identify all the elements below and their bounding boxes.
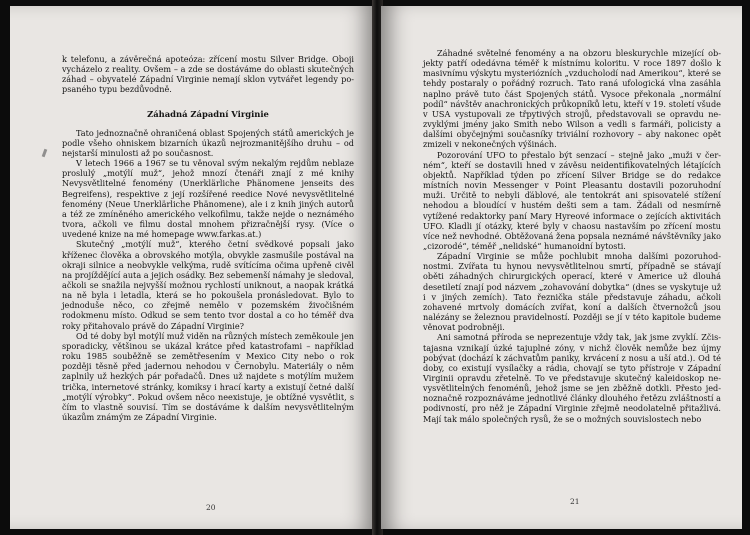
page-number-left: 20 (206, 503, 216, 512)
paragraph: Západní Virginie se může pochlubit mnoha dalšími pozoruhodnostmi. Zvířata tu hynou nevysvětlitelnou smrtí, případně se stávají oběti záhadných chirurgických operací, které v Americe už dlouhá desetiletí znají pod názvem „zohavování dobytka“ (dnes se vyskytuje už i v jiných zemích). Tato řeznička stále představuje záhadu, ačkoli zohavené mrtvoly domácích zvířat, koní a dalších čtvernožců jsou nalézány se železnou pravidelností. Později se jí v této kapitole budeme věnovat podrobněji. (423, 251, 721, 333)
left-page-text (62, 54, 354, 422)
left-page (10, 6, 374, 529)
section-heading: Záhadná Západní Virginie (147, 108, 269, 119)
paragraph: Od té doby byl motýlí muž viděn na různých místech zeměkoule jen sporadicky, většinou se ukázal krátce před katastrofami – například roku 1985 souběžně se zemětřesením v Mexico City nebo o rok později těsně před jadernou nehodou v Černobylu. Materiály o něm zaplnily už hezkých pár pořadačů. Dnes už najdete s motýlím mužem trička, internetové stránky, komiksy i hrací karty a existují četné další „motýlí výrobky“. Pokud ovšem něco neexistuje, je obtížné vysvětlit, s čím to vlastně souvisí. Tím se dostáváme k dalším nevysvětlitelným úkazům známým ze Západní Virginie. (62, 330, 354, 422)
right-page (381, 6, 742, 529)
paragraph: k telefonu, a závěrečná apoteóza: zřícení mostu Silver Bridge. Oboji vycházelo z reality. Ovšem – a zde se dostáváme do oblasti skutečných záhad – obyvatelé Západní Virginie nemají sklon vytvářet legendy popsaného typu bezdůvodně. (62, 54, 354, 95)
right-page-text (423, 48, 721, 424)
paragraph: V letech 1966 a 1967 se tu věnoval svým nekalým rejdům neblaze proslulý „motýlí muž“, jehož mnozí čtenáři znají z mé knihy Nevysvětlitelné fenomény (Unerklärliche Phänomene jenseits des Begreifens), respektive z její rozšířené reedice Nové nevysvětlitelné fenomény (Neue Unerklärliche Phänomene), ale i z knih jiných autorů a též ze zmíněného amerického velkofilmu, takže nejde o neznámého tvora, ačkoli ve filmu dostal mnohem přizračnější rysy. (Více o uvedené knize na mé homepage www.farkas.at.) (62, 158, 354, 240)
pencil-mark (42, 149, 48, 158)
paragraph: Záhadné světelné fenomény a na obzoru bleskurychle mizející objekty patří odedávna téměř k místnímu koloritu. V roce 1897 došlo k masivnímu výskytu mysteriózních „vzducholodí nad Amerikou“, které se tehdy postaraly o pořádný rozruch. Tato raná ufologická vlna zasáhla naplno právě tuto část Spojených států. Vysoce překonala „normální podíl“ návštěv anachronických průkopníků letu, kteří v 19. století všude v USA vystupovali ze třpytivých strojů, představovali se opravdu nezvyklými jmény jako Smith nebo Wilson a vedli s farmáři, policisty a dalšími obyčejnými současníky triviální rozhovory – aby nakonec opět zmizeli v nekonečných výšinách. (423, 48, 721, 150)
page-number-right: 21 (570, 497, 580, 506)
paragraph: Ani samotná příroda se neprezentuje vždy tak, jak jsme zvyklí. Zčistajasna vznikají úzké tajuplné zóny, v nichž člověk nemůže bez újmy pobývat (dochází k záchvatům paniky, krvácení z nosu a uší atd.). Od té doby, co existují vysílačky a rádia, chovají se tyto přístroje v Západní Virginii opravdu zřetelně. To ve představuje skutečný kaleidoskop nevysvětlitelných fenoménů, jehož jsme se jen zběžně dotkli. Přesto jednoznačně rozpoznáváme jednotlivé články dlouhého řetězu zvláštností a podivností, pro něž je Západní Virginie zřejmě neodolatelně přitažlivá. Mají tak málo společných rysů, že se o možných souvislostech nebo (423, 332, 721, 424)
paragraph: Skutečný „motýlí muž“, kterého četní svědkové popsali jako kříženec člověka a obrovského motýla, obvykle zasmušile postával na okraji silnice a neobvykle velkýma, rudě svítícíma očima upřeně civěl na projíždějící auta a jejich osádky. Bez sebemenší námahy je sledoval, ačkoli se snažila nejvyšší možnou rychlostí uniknout, a naopak krátká na ně byla i letadla, která se ho pokoušela pronásledovat. Bylo to jednoduše něco, co zřejmě nemělo v pozemském živočišném rodokmenu místo. Odkud se sem tento tvor dostal a co ho téměř dva roky přitahovalo právě do Západní Virginie? (62, 239, 354, 331)
paragraph: Tato jednoznačně ohraničená oblast Spojených států amerických je podle všeho ohniskem bizarních úkazů nejrozmanitějšího druhu – od nejstarší minulosti až po současnost. (62, 127, 354, 158)
paragraph: Pozorování UFO to přestalo být senzací – stejně jako „muži v černém“, kteří se dostavili hned v závěsu neidentifikovatelných létajících objektů. Například týden po zřícení Silver Bridge se do redakce místních novin Messenger v Point Pleasantu dostavili pozoruhodní muži. Určitě to nebyli ďáblové, ale tentokrát ani spisovatelé stížení nehodou a bloudící v hustém dešti sem a tam. Žádali od nesmírně vytížené redaktorky paní Mary Hyreové informace o zejících aktivitách UFO. Kladli jí otázky, které byly v chaosu nastavším po zřícení mostu více než nevhodné. Obtěžovaná žena popsala neznámé návštěvníky jako „cizorodé“, téměř „nelidské“ humanoidní bytosti. (423, 149, 721, 251)
